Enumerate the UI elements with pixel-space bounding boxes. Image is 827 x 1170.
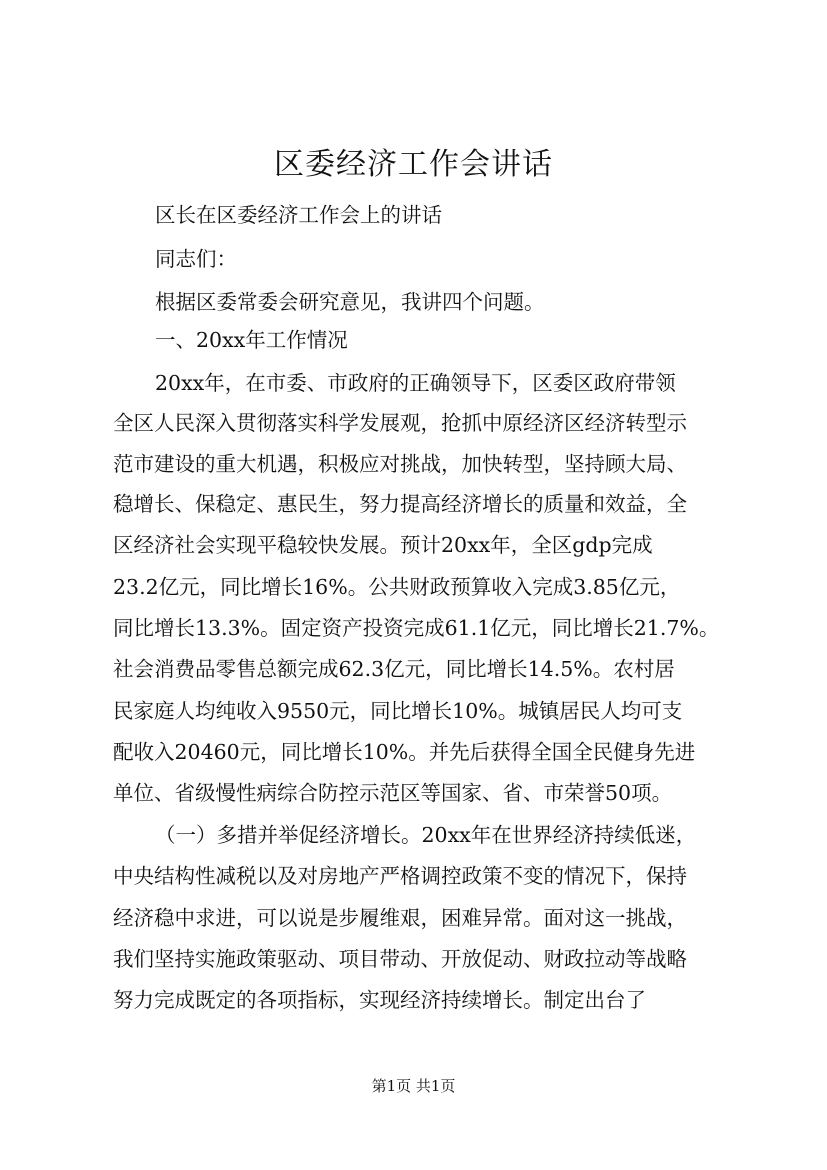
body-line: 23.2亿元，同比增长16%。公共财政预算收入完成3.85亿元， [113, 575, 681, 599]
body-line: 中央结构性减税以及对房地产严格调控政策不变的情况下，保持 [113, 864, 687, 888]
document-title: 区委经济工作会讲话 [274, 147, 553, 182]
body-line: 稳增长、保稳定、惠民生，努力提高经济增长的质量和效益，全 [113, 492, 687, 516]
body-line: 全区人民深入贯彻落实科学发展观，抢抓中原经济区经济转型示 [113, 411, 687, 435]
subtitle: 区长在区委经济工作会上的讲话 [155, 203, 442, 227]
body-line: 同比增长13.3%。固定资产投资完成61.1亿元，同比增长21.7%。 [113, 616, 720, 640]
body-line: （一）多措并举促经济增长。20xx年在世界经济持续低迷， [155, 823, 697, 847]
section-heading: 一、20xx年工作情况 [155, 328, 348, 352]
body-line: 努力完成既定的各项指标，实现经济持续增长。制定出台了 [113, 988, 646, 1012]
body-line: 20xx年，在市委、市政府的正确领导下，区委区政府带领 [155, 371, 676, 395]
body-line: 范市建设的重大机遇，积极应对挑战，加快转型，坚持顾大局、 [113, 452, 687, 476]
intro-paragraph: 根据区委常委会研究意见，我讲四个问题。 [155, 290, 545, 314]
body-line: 社会消费品零售总额完成62.3亿元，同比增长14.5%。农村居 [113, 657, 675, 681]
body-line: 民家庭人均纯收入9550元，同比增长10%。城镇居民人均可支 [113, 699, 683, 723]
page-footer: 第1页 共1页 [371, 1077, 456, 1095]
body-line: 配收入20460元，同比增长10%。并先后获得全国全民健身先进 [113, 740, 696, 764]
greeting: 同志们： [155, 247, 237, 271]
body-line: 区经济社会实现平稳较快发展。预计20xx年，全区gdp完成 [113, 533, 653, 557]
body-line: 经济稳中求进，可以说是步履维艰，困难异常。面对这一挑战， [113, 906, 687, 930]
body-line: 我们坚持实施政策驱动、项目带动、开放促动、财政拉动等战略 [113, 947, 687, 971]
body-line: 单位、省级慢性病综合防控示范区等国家、省、市荣誉50项。 [113, 781, 673, 805]
